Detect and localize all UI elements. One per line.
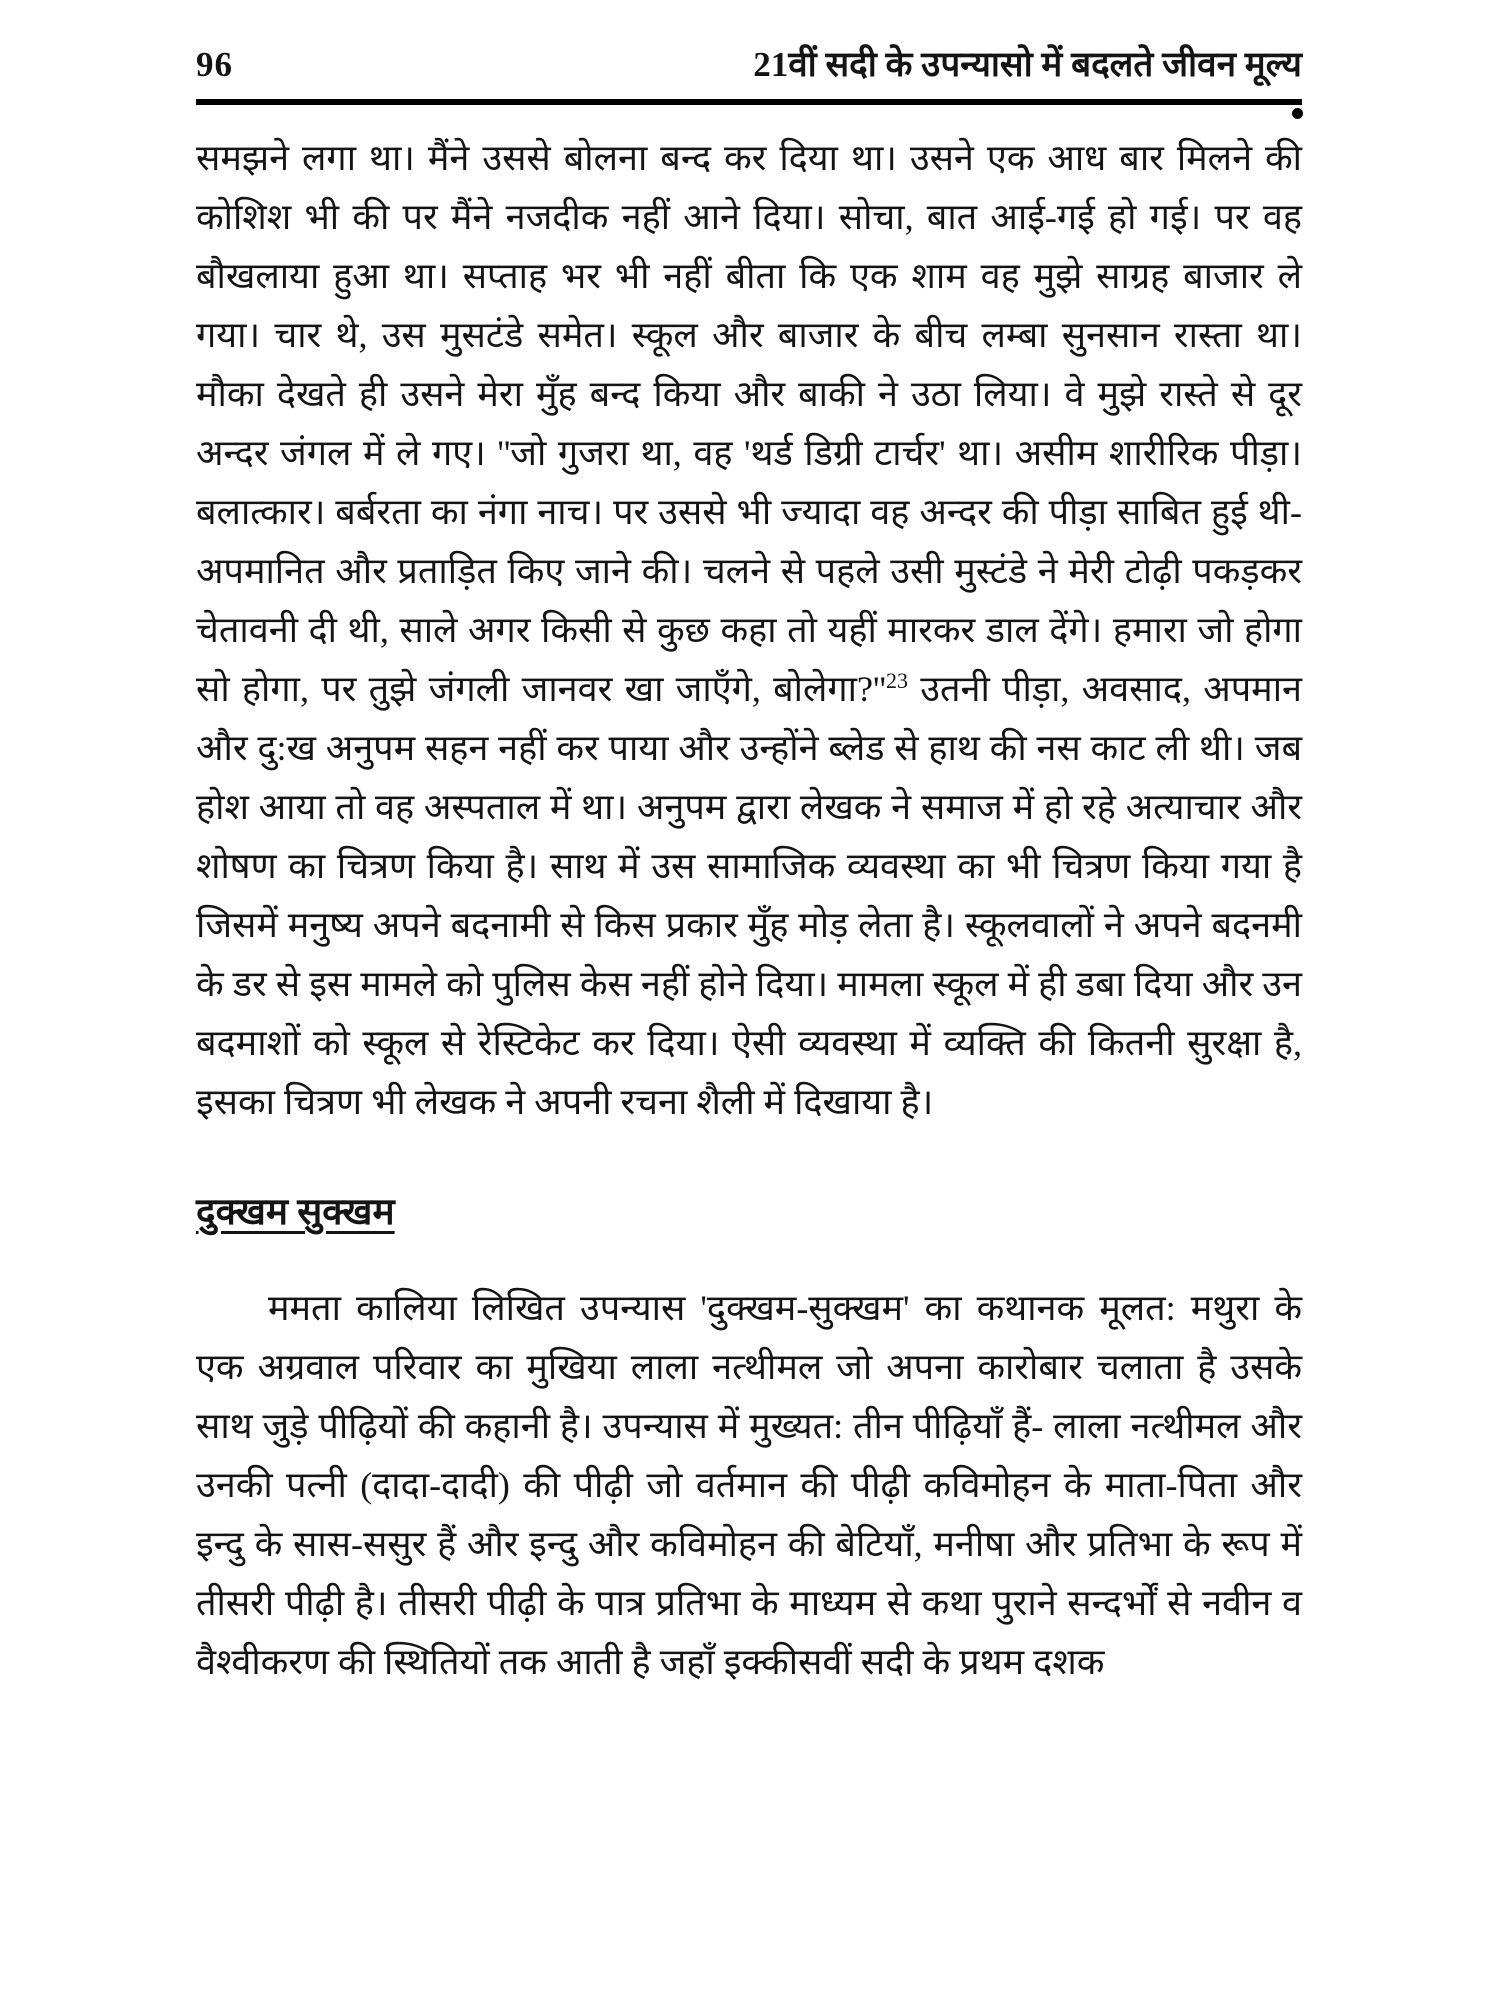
footnote-reference-23: 23	[885, 668, 908, 693]
page-body	[196, 129, 1302, 1692]
paragraph-1-text-after-footnote: उतनी पीड़ा, अवसाद, अपमान और दु:ख अनुपम सहन नहीं कर पाया और उन्होंने ब्लेड से हाथ की नस काट ली थी। जब होश आया तो वह अस्पताल में था। अनुपम द्वारा लेखक ने समाज में हो रहे अत्याचार और शोषण का चित्रण किया है। साथ में उस सामाजिक व्यवस्था का भी चित्रण किया गया है जिसमें मनुष्य अपने बदनामी से किस प्रकार मुँह मोड़ लेता है। स्कूलवालों ने अपने बदनमी के डर से इस मामले को पुलिस केस नहीं होने दिया। मामला स्कूल में ही डबा दिया और उन बदमाशों को स्कूल से रेस्टिकेट कर दिया। ऐसी व्यवस्था में व्यक्ति की कितनी सुरक्षा है, इसका चित्रण भी लेखक ने अपनी रचना शैली में दिखाया है।	[196, 669, 1302, 1122]
section-heading: दुक्खम सुक्खम	[196, 1192, 395, 1233]
paragraph-1-text-before-footnote: समझने लगा था। मैंने उससे बोलना बन्द कर दिया था। उसने एक आध बार मिलने की कोशिश भी की पर मैंने नजदीक नहीं आने दिया। सोचा, बात आई-गई हो गई। पर वह बौखलाया हुआ था। सप्ताह भर भी नहीं बीता कि एक शाम वह मुझे साग्रह बाजार ले गया। चार थे, उस मुसटंडे समेत। स्कूल और बाजार के बीच लम्बा सुनसान रास्ता था। मौका देखते ही उसने मेरा मुँह बन्द किया और बाकी ने उठा लिया। वे मुझे रास्ते से दूर अन्दर जंगल में ले गए। ''जो गुजरा था, वह 'थर्ड डिग्री टार्चर' था। असीम शारीरिक पीड़ा। बलात्कार। बर्बरता का नंगा नाच। पर उससे भी ज्यादा वह अन्दर की पीड़ा साबित हुई थी- अपमानित और प्रताड़ित किए जाने की। चलने से पहले उसी मुस्टंडे ने मेरी टोढ़ी पकड़कर चेतावनी दी थी, साले अगर किसी से कुछ कहा तो यहीं मारकर डाल देंगे। हमारा जो होगा सो होगा, पर तुझे जंगली जानवर खा जाएँगे, बोलेगा?''	[196, 138, 1302, 709]
running-header-title: 21वीं सदी के उपन्यासो में बदलते जीवन मूल्य	[753, 45, 1302, 84]
page-number: 96	[196, 45, 233, 84]
header-rule	[196, 99, 1302, 105]
body-paragraph-1	[196, 129, 1302, 1132]
rule-end-dot	[1292, 108, 1303, 119]
page-header	[196, 40, 1302, 87]
body-paragraph-2: ममता कालिया लिखित उपन्यास 'दुक्खम-सुक्खम' का कथानक मूलत: मथुरा के एक अग्रवाल परिवार का मुखिया लाला नत्थीमल जो अपना कारोबार चलाता है उसके साथ जुड़े पीढ़ियों की कहानी है। उपन्यास में मुख्यत: तीन पीढ़ियाँ हैं- लाला नत्थीमल और उनकी पत्नी (दादा-दादी) की पीढ़ी जो वर्तमान की पीढ़ी कविमोहन के माता-पिता और इन्दु के सास-ससुर हैं और इन्दु और कविमोहन की बेटियाँ, मनीषा और प्रतिभा के रूप में तीसरी पीढ़ी है। तीसरी पीढ़ी के पात्र प्रतिभा के माध्यम से कथा पुराने सन्दर्भों से नवीन व वैश्वीकरण की स्थितियों तक आती है जहाँ इक्कीसवीं सदी के प्रथम दशक	[196, 1288, 1302, 1682]
